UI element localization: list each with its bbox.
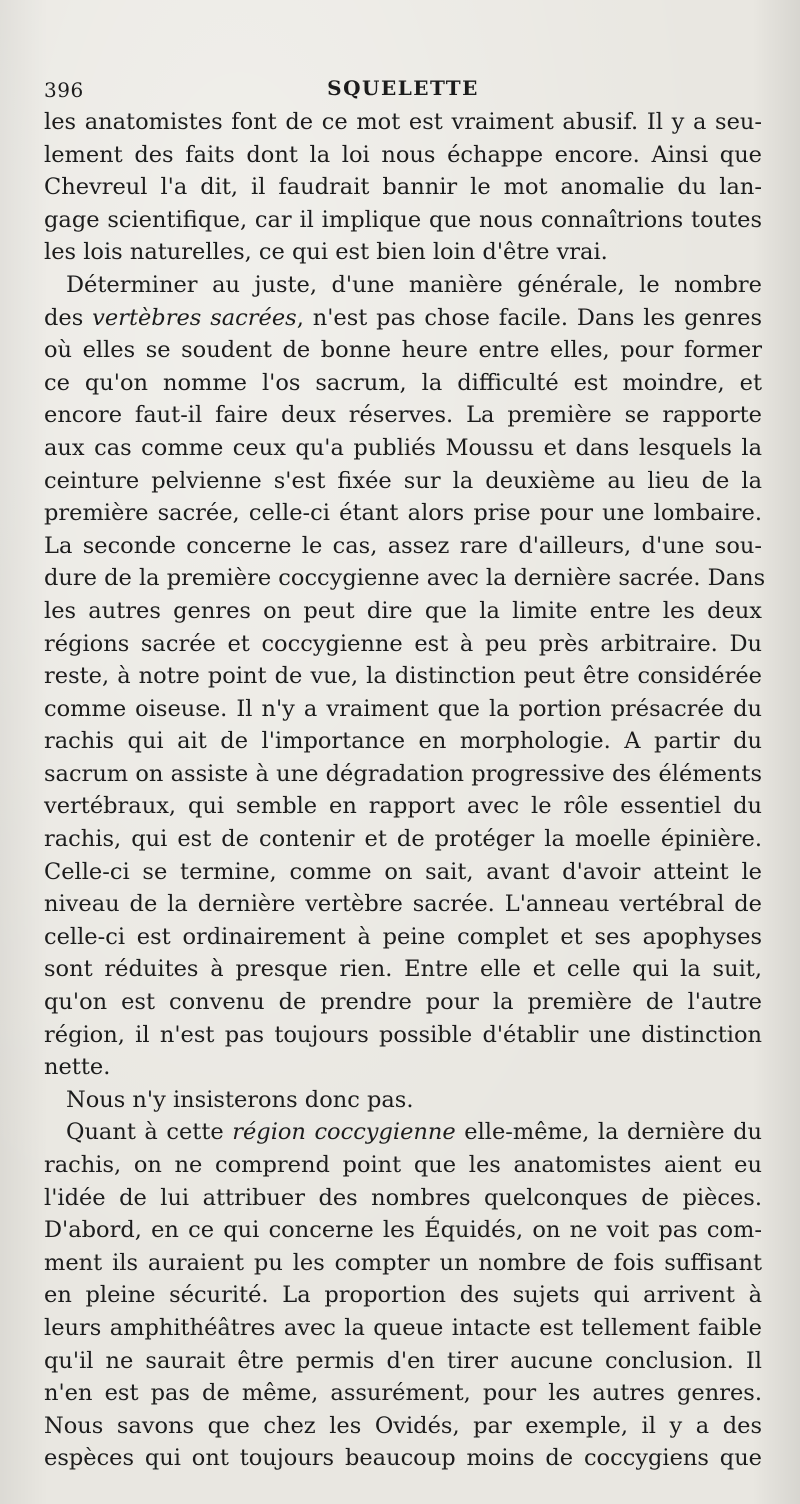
text-line: D'abord, en ce qui concerne les Équidés, on ne voit pas com- xyxy=(44,1217,762,1244)
text-line: l'idée de lui attribuer des nombres quelconques de pièces. xyxy=(44,1184,762,1211)
text-line: ce qu'on nomme l'os sacrum, la difficulté est moindre, et xyxy=(44,369,762,396)
text-line: reste, à notre point de vue, la distinction peut être considérée xyxy=(44,663,762,690)
text-line: rachis, on ne comprend point que les anatomistes aient eu xyxy=(44,1152,762,1178)
text-line: aux cas comme ceux qu'a publiés Moussu et dans lesquels la xyxy=(44,434,762,461)
text-line: première sacrée, celle-ci étant alors prise pour une lombaire. xyxy=(44,500,762,527)
text-line: sont réduites à presque rien. Entre elle et celle qui la suit, xyxy=(44,956,762,983)
text-line: qu'on est convenu de prendre pour la première de l'autre xyxy=(44,989,762,1016)
text-run: elle-même, la dernière du xyxy=(455,1119,762,1146)
text-line: qu'il ne saurait être permis d'en tirer aucune conclusion. Il xyxy=(44,1347,762,1374)
text-line: en pleine sécurité. La proportion des sujets qui arrivent à xyxy=(44,1282,762,1309)
text-line xyxy=(44,302,762,335)
body-text xyxy=(44,106,766,1475)
text-line: les anatomistes font de ce mot est vraiment abusif. Il y a seu- xyxy=(44,109,762,135)
text-line: rachis, qui est de contenir et de protéger la moelle épinière. xyxy=(44,826,762,853)
text-line: Déterminer au juste, d'une manière générale, le nombre xyxy=(66,271,762,298)
running-head xyxy=(44,72,762,106)
text-line: rachis qui ait de l'importance en morphologie. A partir du xyxy=(44,728,762,755)
text-line: vertébraux, qui semble en rapport avec le rôle essentiel du xyxy=(44,793,762,820)
text-line: Chevreul l'a dit, il faudrait bannir le mot anomalie du lan- xyxy=(44,174,762,201)
text-line: Nous savons que chez les Ovidés, par exemple, il y a des xyxy=(44,1412,762,1439)
text-run: Quant à cette xyxy=(66,1119,233,1146)
text-line: encore faut-il faire deux réserves. La première se rapporte xyxy=(44,402,762,429)
page-header-title: SQUELETTE xyxy=(327,76,479,100)
text-run: , n'est pas chose facile. Dans les genres xyxy=(296,304,763,331)
text-line: La seconde concerne le cas, assez rare d'ailleurs, d'une sou- xyxy=(44,532,762,559)
text-line: leurs amphithéâtres avec la queue intacte est tellement faible xyxy=(44,1314,762,1341)
text-line: ment ils auraient pu les compter un nombre de fois suffisant xyxy=(44,1249,762,1276)
text-line: n'en est pas de même, assurément, pour les autres genres. xyxy=(44,1380,762,1407)
text-line: sacrum on assiste à une dégradation progressive des éléments xyxy=(44,760,762,787)
text-line: Nous n'y insisterons donc pas. xyxy=(66,1086,414,1113)
text-line: où elles se soudent de bonne heure entre elles, pour former xyxy=(44,337,762,364)
emphasis-text: vertèbres sacrées xyxy=(92,304,297,331)
text-line: lement des faits dont la loi nous échappe encore. Ainsi que xyxy=(44,141,762,168)
text-line: niveau de la dernière vertèbre sacrée. L'anneau vertébral de xyxy=(44,891,762,918)
text-line: Celle-ci se termine, comme on sait, avant d'avoir atteint le xyxy=(44,858,762,885)
text-run: des xyxy=(44,304,93,331)
text-line: région, il n'est pas toujours possible d'établir une distinction xyxy=(44,1021,762,1048)
text-line: ceinture pelvienne s'est fixée sur la deuxième au lieu de la xyxy=(44,467,762,494)
emphasis-text: région coccygienne xyxy=(232,1119,456,1146)
text-line: régions sacrée et coccygienne est à peu près arbitraire. Du xyxy=(44,630,762,657)
text-line: comme oiseuse. Il n'y a vraiment que la portion présacrée du xyxy=(44,695,762,722)
text-line: celle-ci est ordinairement à peine complet et ses apophyses xyxy=(44,923,762,950)
text-line: gage scientifique, car il implique que nous connaîtrions toutes xyxy=(44,206,762,233)
text-line: les lois naturelles, ce qui est bien loin d'être vrai. xyxy=(44,239,608,266)
text-line: les autres genres on peut dire que la limite entre les deux xyxy=(44,597,762,624)
text-line xyxy=(44,1116,762,1149)
text-line: nette. xyxy=(44,1054,111,1081)
text-line: espèces qui ont toujours beaucoup moins de coccygiens que xyxy=(44,1445,762,1472)
text-line: dure de la première coccygienne avec la dernière sacrée. Dans xyxy=(44,565,766,592)
page-number: 396 xyxy=(44,78,84,102)
